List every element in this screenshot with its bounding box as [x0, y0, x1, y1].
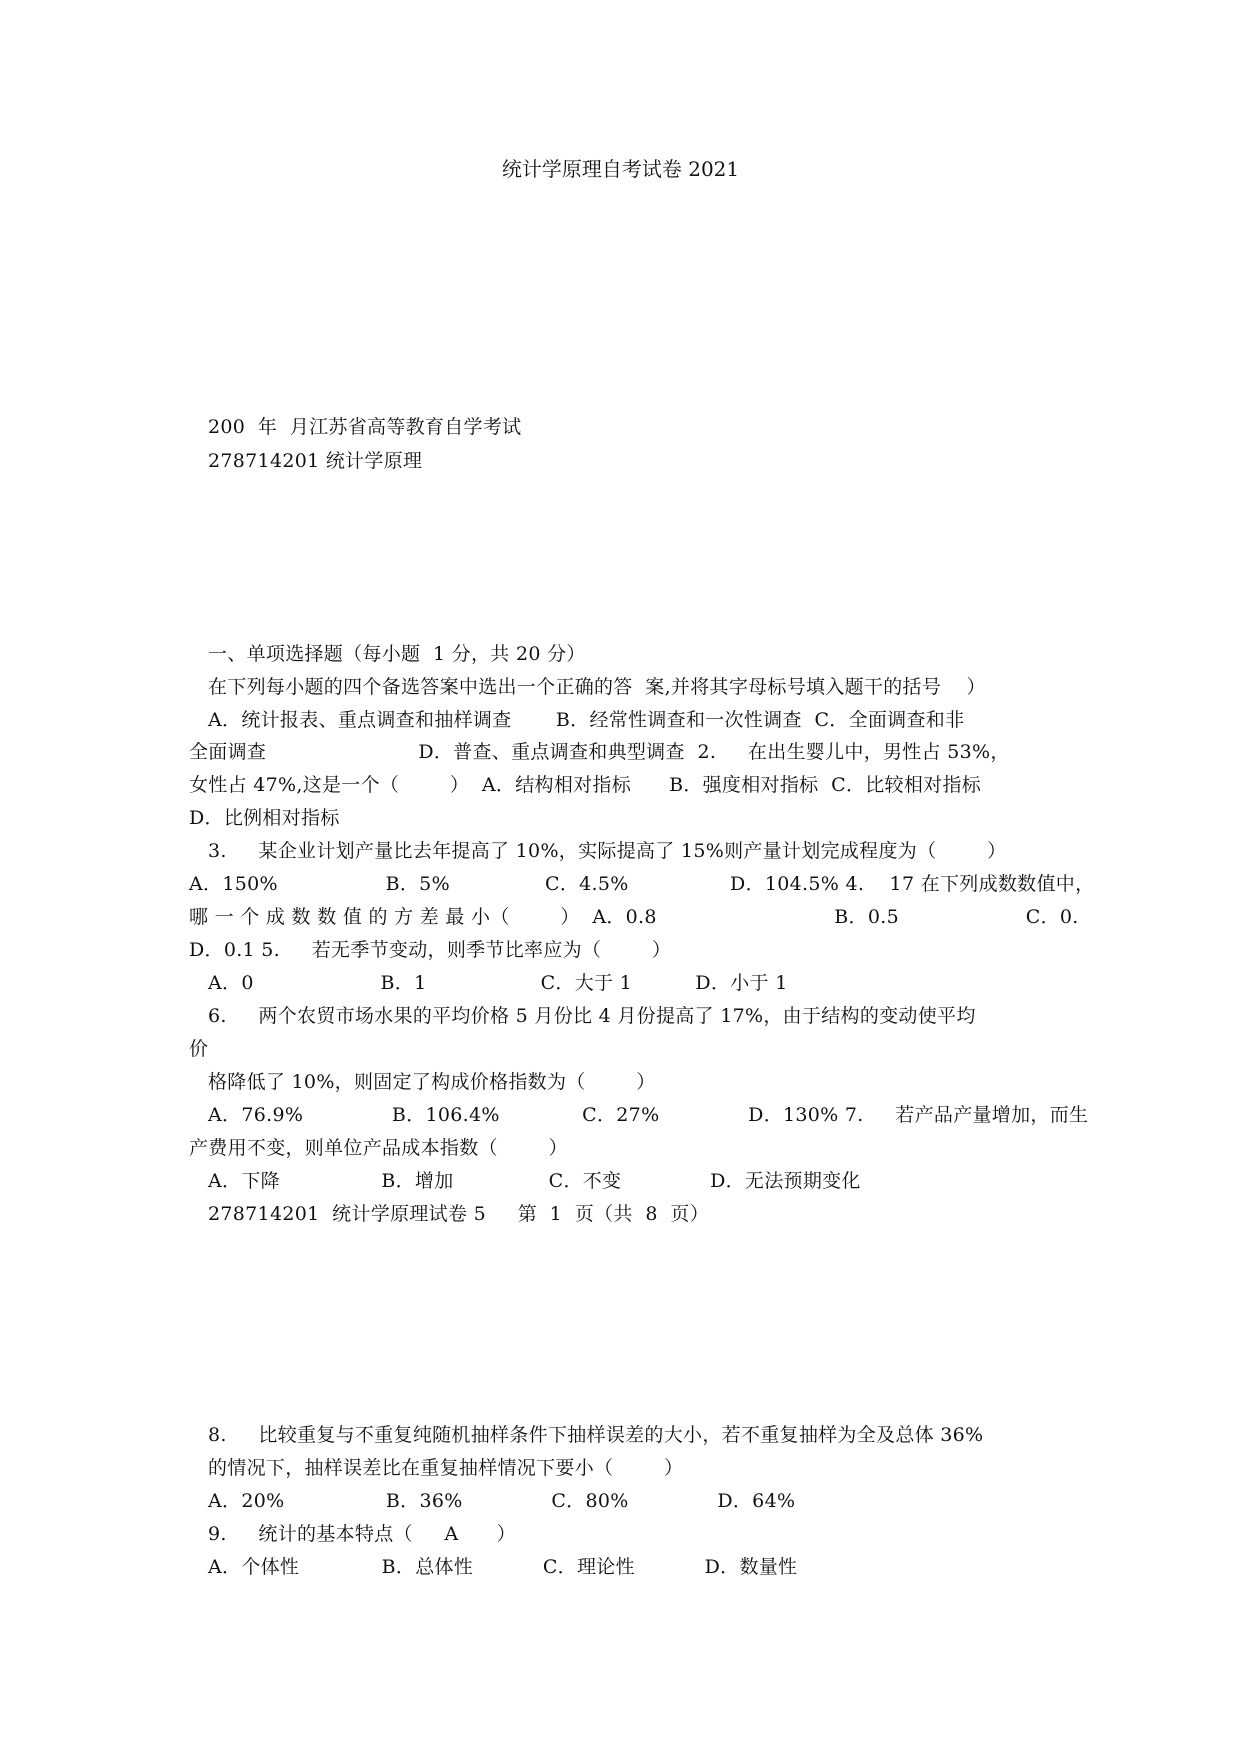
document-title: 统计学原理自考试卷 2021: [501, 157, 740, 181]
question-6-wrap-line: 价: [189, 1038, 209, 1060]
question-6-line: 6. 两个农贸市场水果的平均价格 5 月份比 4 月份提高了 17%，由于结构的变动使平均: [208, 1005, 976, 1027]
question-3-4-options-line: A．150% B．5% C．4.5% D．104.5% 4. 17 在下列成数数值中，: [189, 873, 1095, 895]
section-one-heading: 一、单项选择题（每小题 1 分，共 20 分）: [208, 643, 586, 665]
section-one-instruction: 在下列每小题的四个备选答案中选出一个正确的答 案,并将其字母标号填入题干的括号 ）: [208, 676, 986, 698]
question-8-line: 8. 比较重复与不重复纯随机抽样条件下抽样误差的大小，若不重复抽样为全及总体 36%: [208, 1424, 984, 1446]
exam-header-line: 200 年 月江苏省高等教育自学考试: [208, 416, 522, 438]
question-3-line: 3. 某企业计划产量比去年提高了 10%，实际提高了 15%则产量计划完成程度为（ ）: [208, 840, 1007, 862]
question-1-2-line: 全面调查 D．普查、重点调查和典型调查 2. 在出生婴儿中，男性占 53%，: [189, 741, 1010, 763]
question-4-options-line: 哪 一 个 成 数 数 值 的 方 差 最 小（ ） A．0.8 B．0.5 C．0.: [189, 906, 1079, 928]
question-5-line: D．0.1 5. 若无季节变动，则季节比率应为（ ）: [189, 939, 672, 961]
question-9-options-line: A．个体性 B．总体性 C．理论性 D．数量性: [208, 1556, 798, 1578]
question-8-continued-line: 的情况下，抽样误差比在重复抽样情况下要小（ ）: [208, 1457, 684, 1479]
question-6-7-options-line: A．76.9% B．106.4% C．27% D．130% 7. 若产品产量增加，而生: [208, 1104, 1089, 1126]
question-7-line: 产费用不变，则单位产品成本指数（ ）: [189, 1137, 568, 1159]
course-code-line: 278714201 统计学原理: [208, 450, 423, 472]
question-7-options-line: A．下降 B．增加 C．不变 D．无法预期变化: [208, 1170, 861, 1192]
question-5-options-line: A．0 B．1 C．大于 1 D．小于 1: [208, 972, 788, 994]
question-2-option-d-line: D．比例相对指标: [189, 807, 340, 829]
question-6-continued-line: 格降低了 10%，则固定了构成价格指数为（ ）: [208, 1071, 656, 1093]
question-2-options-line: 女性占 47%,这是一个（ ） A．结构相对指标 B．强度相对指标 C．比较相对指标: [189, 774, 982, 796]
question-1-options-line: A．统计报表、重点调查和抽样调查 B．经常性调查和一次性调查 C．全面调查和非: [208, 709, 965, 731]
question-9-line: 9. 统计的基本特点（ A ）: [208, 1523, 516, 1545]
question-8-options-line: A．20% B．36% C．80% D．64%: [208, 1490, 796, 1512]
page-footer: 278714201 统计学原理试卷 5 第 1 页（共 8 页）: [208, 1203, 709, 1225]
